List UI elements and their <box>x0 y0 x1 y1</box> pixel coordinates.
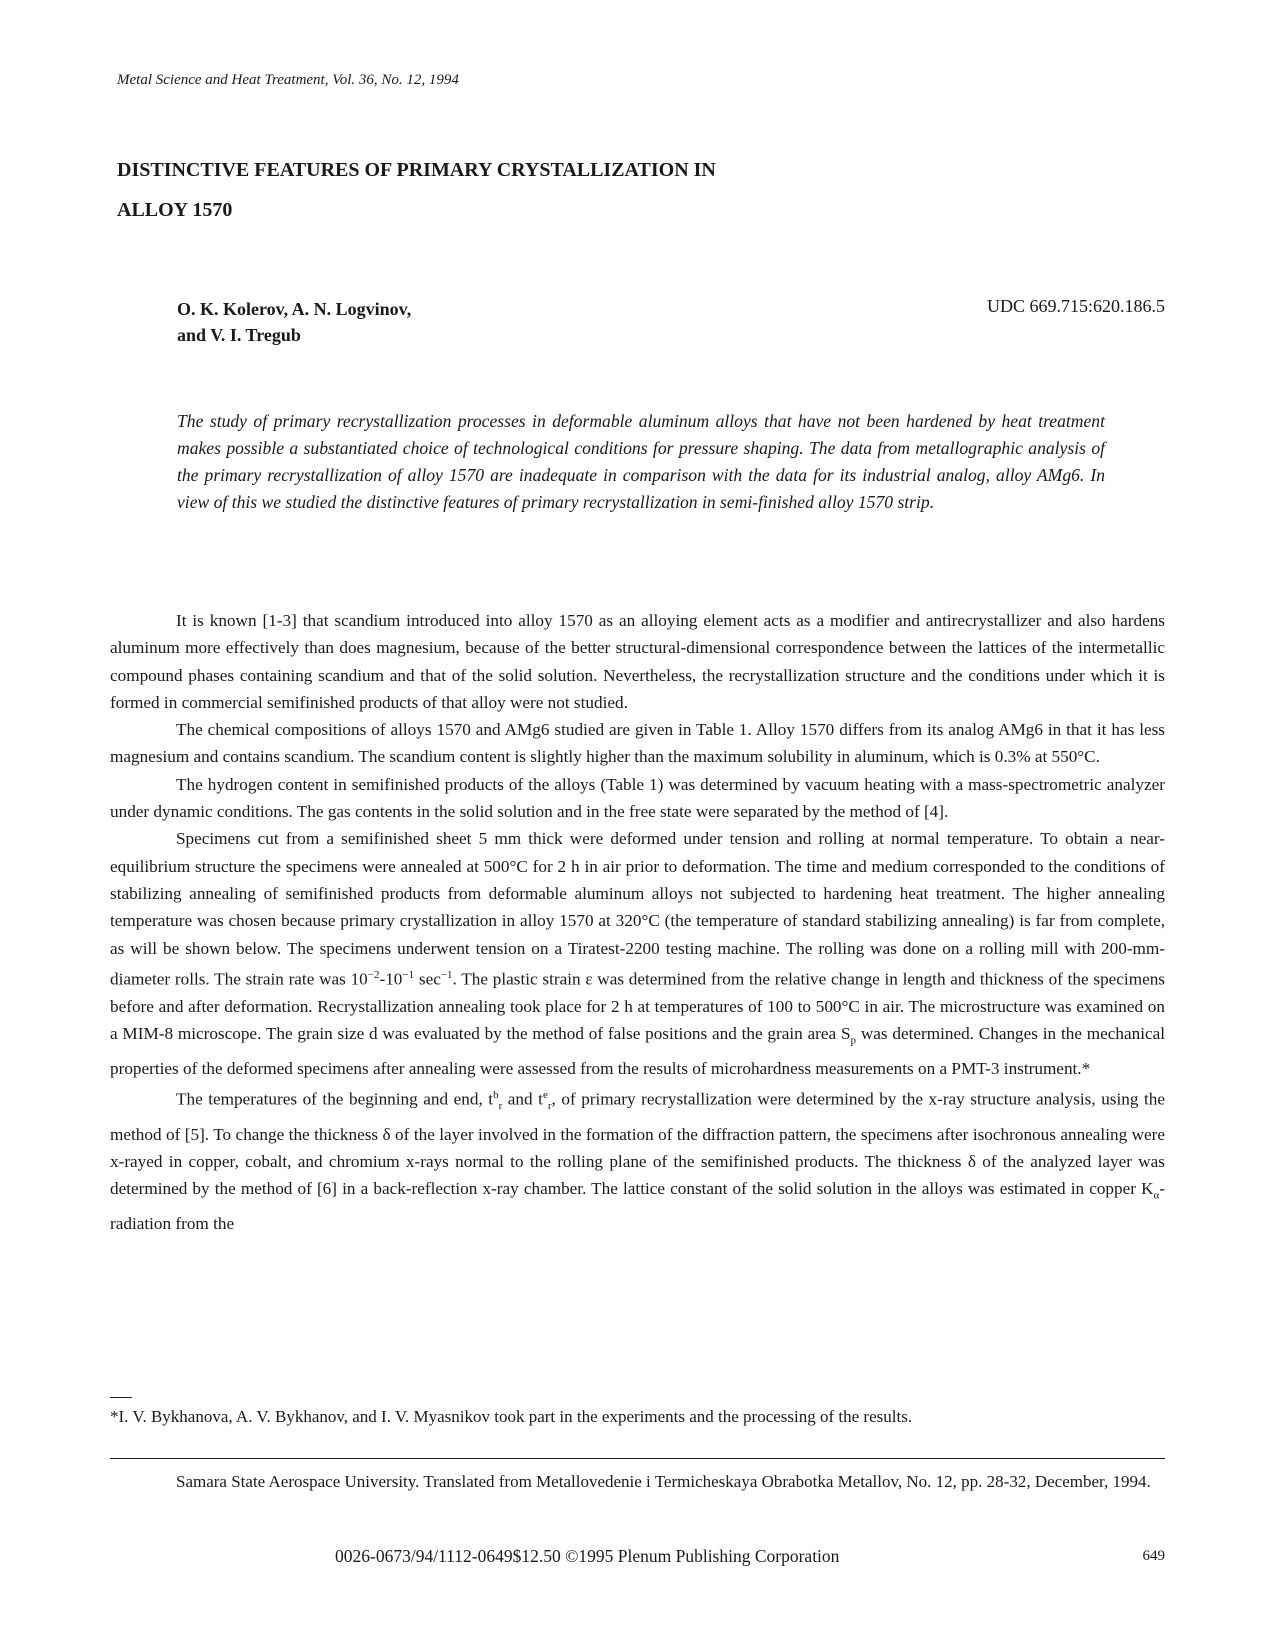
footnote-rule <box>110 1397 132 1398</box>
p4-text-a: Specimens cut from a semifinished sheet 5 mm thick were deformed under tension and rolling at normal temperature. To obtain a near-equilibrium structure the specimens were annealed at 500°C for 2 h in air prior to deformation. The time and medium corresponded to the conditions of stabilizing annealing of semifinished products from deformable aluminum alloys not subjected to hardening heat treatment. The higher annealing temperature was chosen because primary crystallization in alloy 1570 at 320°C (the temperature of standard stabilizing annealing) is far from complete, as will be shown below. The specimens underwent tension on a Tiratest-2200 testing machine. The rolling was done on a rolling mill with 200-mm-diameter rolls. The strain rate was 10 <box>110 829 1165 989</box>
p4-exp-2: −1 <box>402 968 415 981</box>
copyright-line: 0026-0673/94/1112-0649$12.50 ©1995 Plenum Publishing Corporation <box>335 1546 840 1566</box>
affiliation-rule <box>110 1458 1165 1459</box>
article-title <box>117 150 716 230</box>
p4-exp-3: −1 <box>440 968 453 981</box>
title-line-1: DISTINCTIVE FEATURES OF PRIMARY CRYSTALLIZATION IN <box>117 159 716 181</box>
authors <box>177 296 411 348</box>
p4-text-e: was determined. Changes in the mechanical properties of the deformed specimens after annealing were assessed from the results of microhardness measurements on a PMT-3 instrument.* <box>110 1024 1165 1078</box>
abstract: The study of primary recrystallization processes in deformable aluminum alloys that have not been hardened by heat treatment makes possible a substantiated choice of technological conditions for pressure shaping. The data from metallographic analysis of the primary recrystallization of alloy 1570 are inadequate in comparison with the data for its industrial analog, alloy AMg6. In view of this we studied the distinctive features of primary recrystallization in semi-finished alloy 1570 strip. <box>177 411 1105 512</box>
paragraph-2: The chemical compositions of alloys 1570 and AMg6 studied are given in Table 1. Alloy 1570 differs from its analog AMg6 in that it has less magnesium and contains scandium. The scandium content is slightly higher than the maximum solubility in aluminum, which is 0.3% at 550°C. <box>110 720 1165 767</box>
article-body <box>110 607 1165 1237</box>
paragraph-5 <box>110 1082 1165 1237</box>
paragraph-1: It is known [1-3] that scandium introduced into alloy 1570 as an alloying element acts as a modifier and antirecrystallizer and also hardens aluminum more effectively than does magnesium, because of the better structural-dimensional correspondence between the lattices of the intermetallic compound phases containing scandium and that of the solid solution. Nevertheless, the recrystallization structure and the conditions under which it is formed in commercial semifinished products of that alloy were not studied. <box>110 611 1165 712</box>
authors-line-2: and V. I. Tregub <box>177 325 301 345</box>
p5-sub-r1: r <box>498 1100 503 1113</box>
p4-exp-1: −2 <box>367 968 380 981</box>
p4-text-d: . The plastic strain ε was determined from the relative change in length and thickness of the specimens before and after deformation. Recrystallization annealing took place for 2 h at temperatures of 100 to 500°C in air. The microstructure was examined on a MIM-8 microscope. The grain size d was evaluated by the method of false positions and the grain area S <box>110 969 1165 1044</box>
p5-text-d: -radiation from the <box>110 1179 1165 1234</box>
p5-text-b: and t <box>502 1089 543 1109</box>
authors-line-1: O. K. Kolerov, A. N. Logvinov, <box>177 299 412 319</box>
p4-text-c: sec <box>414 969 441 989</box>
journal-citation: Metal Science and Heat Treatment, Vol. 36, No. 12, 1994 <box>117 72 459 88</box>
title-line-2: ALLOY 1570 <box>117 199 233 221</box>
udc-code: UDC 669.715:620.186.5 <box>986 296 1165 316</box>
paragraph-3: The hydrogen content in semifinished products of the alloys (Table 1) was determined by vacuum heating with a mass-spectrometric analyzer under dynamic conditions. The gas contents in the solid solution and in the free state were separated by the method of [4]. <box>110 774 1165 822</box>
footnote: *I. V. Bykhanova, A. V. Bykhanov, and I. V. Myasnikov took part in the experiments and the processing of the results. <box>110 1407 913 1426</box>
p4-text-b: -10 <box>379 969 403 989</box>
p5-sup-e: e <box>542 1089 548 1102</box>
p5-text-a: The temperatures of the beginning and end, t <box>176 1089 494 1109</box>
page-number: 649 <box>1142 1548 1165 1564</box>
p5-sub-r2: r <box>547 1100 552 1113</box>
paragraph-4 <box>110 825 1165 1082</box>
affiliation-note: Samara State Aerospace University. Translated from Metallovedenie i Termicheskaya Obrabotka Metallov, No. 12, pp. 28-32, December, 1994. <box>176 1472 1151 1491</box>
p5-sup-b: b <box>493 1089 499 1102</box>
p5-sub-alpha: α <box>1153 1189 1160 1202</box>
p4-sub-p: p <box>850 1034 857 1047</box>
p5-text-c: , of primary recrystallization were determined by the x-ray structure analysis, using the method of [5]. To change the thickness δ of the layer involved in the formation of the diffraction pattern, the specimens after isochronous annealing were x-rayed in copper, cobalt, and chromium x-rays normal to the rolling plane of the semifinished products. The thickness δ of the analyzed layer was determined by the method of [6] in a back-reflection x-ray chamber. The lattice constant of the solid solution in the alloys was estimated in copper K <box>110 1089 1165 1199</box>
